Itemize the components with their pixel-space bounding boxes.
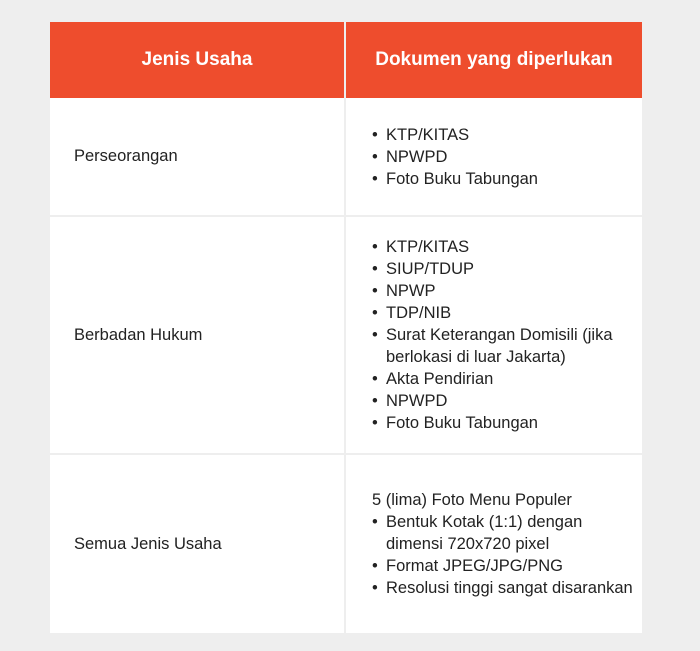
document-item: • Format JPEG/JPG/PNG (372, 555, 634, 577)
header-business-type: Jenis Usaha (50, 22, 345, 98)
document-item: • Surat Keterangan Domisili (jika berlokasi di luar Jakarta) (372, 324, 634, 368)
documents-cell (345, 216, 642, 454)
business-type-cell: Perseorangan (50, 98, 345, 216)
business-type-cell: Semua Jenis Usaha (50, 454, 345, 633)
document-item: • SIUP/TDUP (372, 258, 634, 280)
document-item: • Foto Buku Tabungan (372, 168, 634, 190)
document-item: • NPWP (372, 280, 634, 302)
business-type-cell: Berbadan Hukum (50, 216, 345, 454)
documents-cell (345, 98, 642, 216)
document-item: • Foto Buku Tabungan (372, 412, 634, 434)
table-row (50, 98, 642, 216)
document-item: • TDP/NIB (372, 302, 634, 324)
document-list (372, 236, 634, 434)
table-body (50, 98, 642, 633)
document-item: • Resolusi tinggi sangat disarankan (372, 577, 634, 599)
header-row (50, 22, 642, 98)
table-header (50, 22, 642, 98)
documents-cell (345, 454, 642, 633)
document-intro: 5 (lima) Foto Menu Populer (372, 491, 572, 509)
table-row (50, 454, 642, 633)
document-list (372, 124, 634, 190)
document-item: • KTP/KITAS (372, 236, 634, 258)
table-row (50, 216, 642, 454)
document-item: • KTP/KITAS (372, 124, 634, 146)
document-list (372, 511, 634, 599)
header-required-documents: Dokumen yang diperlukan (345, 22, 642, 98)
requirements-table (50, 22, 642, 633)
document-item: • NPWPD (372, 146, 634, 168)
document-item: • NPWPD (372, 390, 634, 412)
document-item: • Bentuk Kotak (1:1) dengan dimensi 720x720 pixel (372, 511, 634, 555)
document-item: • Akta Pendirian (372, 368, 634, 390)
